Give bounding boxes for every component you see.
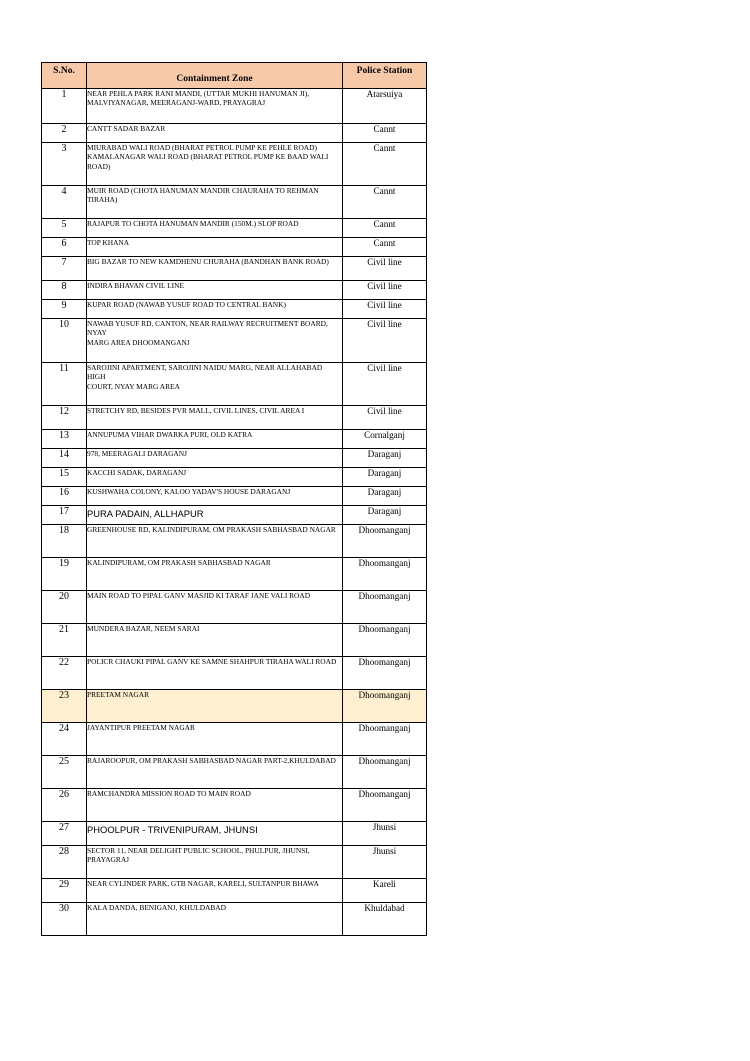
header-sno: S.No. [42, 63, 87, 89]
row-serial-number: 20 [42, 591, 87, 624]
zone-text-line: KALA DANDA, BENIGANJ, KHULDABAD [87, 903, 226, 912]
table-body [42, 89, 427, 936]
zone-text-line: JAYANTIPUR PREETAM NAGAR [87, 723, 195, 732]
row-serial-number: 4 [42, 186, 87, 219]
table-row [42, 903, 427, 936]
row-serial-number: 5 [42, 219, 87, 238]
row-containment-zone [87, 143, 343, 186]
zone-text-line: KUSHWAHA COLONY, KALOO YADAV'S HOUSE DARAGANJ [87, 487, 291, 496]
table-row [42, 525, 427, 558]
zone-text-line: RAJAPUR TO CHOTA HANUMAN MANDIR (150M.) SLOP ROAD [87, 219, 299, 228]
row-police-station: Khuldabad [343, 903, 427, 936]
zone-text-line: RAJAROOPUR, OM PRAKASH SABHASBAD NAGAR PART-2,KHULDABAD [87, 756, 336, 765]
table-row [42, 89, 427, 124]
zone-text-line: POLICR CHAUKI PIPAL GANV KE SAMNE SHAHPUR TIRAHA WALI ROAD [87, 657, 337, 666]
table-row [42, 822, 427, 846]
row-containment-zone [87, 319, 343, 363]
zone-text-line: PHOOLPUR - TRIVENIPURAM, JHUNSI [87, 824, 258, 835]
row-serial-number: 6 [42, 238, 87, 257]
row-police-station: Dhoomanganj [343, 756, 427, 789]
row-containment-zone [87, 186, 343, 219]
row-serial-number: 9 [42, 300, 87, 319]
row-police-station: Kareli [343, 879, 427, 903]
zone-text-line: RAMCHANDRA MISSION ROAD TO MAIN ROAD [87, 789, 251, 798]
zone-text-line: NAWAB YUSUF RD, CANTON, NEAR RAILWAY RECRUITMENT BOARD, NYAY [87, 319, 328, 338]
table-row [42, 657, 427, 690]
row-serial-number: 21 [42, 624, 87, 657]
table-row [42, 281, 427, 300]
row-serial-number: 13 [42, 430, 87, 449]
zone-text-line: COURT, NYAY MARG AREA [87, 381, 180, 391]
table-row [42, 591, 427, 624]
row-police-station: Dhoomanganj [343, 657, 427, 690]
row-containment-zone [87, 406, 343, 430]
row-containment-zone [87, 558, 343, 591]
zone-text-line: KAMALANAGAR WALI ROAD (BHARAT PETROL PUMP KE BAAD WALI ROAD) [87, 152, 329, 171]
row-containment-zone [87, 449, 343, 468]
containment-zone-table [41, 62, 427, 936]
zone-text-line: SECTOR 11, NEAR DELIGHT PUBLIC SCHOOL, PHULPUR, JHUNSI, PRAYAGRAJ [87, 846, 310, 865]
row-serial-number: 8 [42, 281, 87, 300]
header-police-station: Police Station [343, 63, 427, 89]
row-containment-zone [87, 756, 343, 789]
row-containment-zone [87, 506, 343, 525]
row-containment-zone [87, 789, 343, 822]
zone-text-line: PURA PADAIN, ALLHAPUR [87, 508, 204, 519]
row-serial-number: 28 [42, 846, 87, 879]
row-police-station: Dhoomanganj [343, 558, 427, 591]
row-police-station: Dhoomanganj [343, 789, 427, 822]
zone-text-line: MALVIYANAGAR, MEERAGANJ-WARD, PRAYAGRAJ [87, 98, 266, 108]
row-containment-zone [87, 219, 343, 238]
row-containment-zone [87, 430, 343, 449]
row-containment-zone [87, 624, 343, 657]
row-containment-zone [87, 487, 343, 506]
row-serial-number: 26 [42, 789, 87, 822]
row-containment-zone [87, 903, 343, 936]
row-police-station: Daraganj [343, 449, 427, 468]
row-police-station: Dhoomanganj [343, 690, 427, 723]
row-police-station: Dhoomanganj [343, 591, 427, 624]
table-header-row [42, 63, 427, 89]
row-police-station: Jhunsi [343, 822, 427, 846]
row-containment-zone [87, 822, 343, 846]
table-row [42, 406, 427, 430]
row-serial-number: 22 [42, 657, 87, 690]
zone-text-line: ANNUPUMA VIHAR DWARKA PURI, OLD KATRA [87, 430, 253, 439]
row-police-station: Civil line [343, 363, 427, 406]
row-serial-number: 1 [42, 89, 87, 124]
row-containment-zone [87, 89, 343, 124]
row-serial-number: 3 [42, 143, 87, 186]
row-containment-zone [87, 257, 343, 281]
table-row [42, 558, 427, 591]
row-serial-number: 23 [42, 690, 87, 723]
zone-text-line: CANTT SADAR BAZAR [87, 124, 166, 133]
zone-text-line: MUIR ROAD (CHOTA HANUMAN MANDIR CHAURAHA TO REHMAN TIRAHA) [87, 186, 319, 205]
row-serial-number: 30 [42, 903, 87, 936]
table-row [42, 723, 427, 756]
row-police-station: Cannt [343, 143, 427, 186]
row-serial-number: 15 [42, 468, 87, 487]
zone-text-line: MAIN ROAD TO PIPAL GANV MASJID KI TARAF JANE VALI ROAD [87, 591, 311, 600]
table-row [42, 219, 427, 238]
row-containment-zone [87, 238, 343, 257]
row-serial-number: 2 [42, 124, 87, 143]
row-containment-zone [87, 525, 343, 558]
zone-text-line: KUPAR ROAD (NAWAB YUSUF ROAD TO CENTRAL BANK) [87, 300, 286, 309]
zone-text-line: TOP KHANA [87, 238, 130, 247]
row-containment-zone [87, 281, 343, 300]
zone-text-line: KACCHI SADAK, DARAGANJ [87, 468, 187, 477]
table-row [42, 690, 427, 723]
zone-text-line: STRETCHY RD, BESIDES PVR MALL, CIVIL LINES, CIVIL AREA I [87, 406, 305, 415]
row-police-station: Cannt [343, 186, 427, 219]
table-row [42, 186, 427, 219]
row-serial-number: 14 [42, 449, 87, 468]
zone-text-line: GREENHOUSE RD, KALINDIPURAM, OM PRAKASH SABHASBAD NAGAR [87, 525, 336, 534]
table-row [42, 879, 427, 903]
zone-text-line: SAROJINI APARTMENT, SAROJINI NAIDU MARG, NEAR ALLAHABAD HIGH [87, 363, 323, 382]
row-police-station: Jhunsi [343, 846, 427, 879]
row-police-station: Daraganj [343, 487, 427, 506]
table-row [42, 506, 427, 525]
row-police-station: Civil line [343, 406, 427, 430]
row-police-station: Cannt [343, 219, 427, 238]
row-serial-number: 19 [42, 558, 87, 591]
row-serial-number: 27 [42, 822, 87, 846]
row-containment-zone [87, 591, 343, 624]
zone-text-line: MUNDERA BAZAR, NEEM SARAI [87, 624, 200, 633]
row-containment-zone [87, 723, 343, 756]
row-serial-number: 16 [42, 487, 87, 506]
zone-text-line: MIURABAD WALI ROAD (BHARAT PETROL PUMP KE PEHLE ROAD) [87, 143, 317, 152]
table-row [42, 449, 427, 468]
row-police-station: Civil line [343, 257, 427, 281]
row-police-station: Civil line [343, 300, 427, 319]
row-police-station: Daraganj [343, 468, 427, 487]
table-row [42, 789, 427, 822]
row-serial-number: 29 [42, 879, 87, 903]
table-row [42, 468, 427, 487]
row-serial-number: 25 [42, 756, 87, 789]
table-row [42, 756, 427, 789]
row-containment-zone [87, 300, 343, 319]
table-row [42, 319, 427, 363]
row-police-station: Cornalganj [343, 430, 427, 449]
row-serial-number: 24 [42, 723, 87, 756]
row-containment-zone [87, 363, 343, 406]
row-serial-number: 11 [42, 363, 87, 406]
row-containment-zone [87, 124, 343, 143]
row-serial-number: 7 [42, 257, 87, 281]
row-police-station: Civil line [343, 319, 427, 363]
table-row [42, 624, 427, 657]
table-row [42, 143, 427, 186]
table-row [42, 124, 427, 143]
row-containment-zone [87, 879, 343, 903]
zone-text-line: PREETAM NAGAR [87, 690, 150, 699]
row-serial-number: 18 [42, 525, 87, 558]
zone-text-line: MARG AREA DHOOMANGANJ [87, 337, 190, 347]
row-police-station: Civil line [343, 281, 427, 300]
row-serial-number: 17 [42, 506, 87, 525]
table-row [42, 363, 427, 406]
row-police-station: Cannt [343, 124, 427, 143]
row-serial-number: 10 [42, 319, 87, 363]
zone-text-line: 978, MEERAGALI DARAGANJ [87, 449, 187, 458]
row-police-station: Dhoomanganj [343, 723, 427, 756]
table-row [42, 238, 427, 257]
row-police-station: Atarsuiya [343, 89, 427, 124]
row-police-station: Dhoomanganj [343, 624, 427, 657]
zone-text-line: BIG BAZAR TO NEW KAMDHENU CHURAHA (BANDHAN BANK ROAD) [87, 257, 329, 266]
zone-text-line: INDIRA BHAVAN CIVIL LINE [87, 281, 184, 290]
row-containment-zone [87, 690, 343, 723]
row-police-station: Cannt [343, 238, 427, 257]
row-serial-number: 12 [42, 406, 87, 430]
table-row [42, 846, 427, 879]
table-row [42, 300, 427, 319]
zone-text-line: NEAR CYLINDER PARK, GTB NAGAR, KARELI, SULTANPUR BHAWA [87, 879, 319, 888]
row-containment-zone [87, 657, 343, 690]
header-containment-zone: Containment Zone [87, 63, 343, 89]
row-police-station: Dhoomanganj [343, 525, 427, 558]
zone-text-line: NEAR PEHLA PARK RANI MANDI, (UTTAR MUKHI HANUMAN JI), [87, 89, 310, 98]
row-containment-zone [87, 846, 343, 879]
table-row [42, 430, 427, 449]
row-containment-zone [87, 468, 343, 487]
row-police-station: Daraganj [343, 506, 427, 525]
zone-text-line: KALINDIPURAM, OM PRAKASH SABHASBAD NAGAR [87, 558, 271, 567]
table-row [42, 257, 427, 281]
table-row [42, 487, 427, 506]
